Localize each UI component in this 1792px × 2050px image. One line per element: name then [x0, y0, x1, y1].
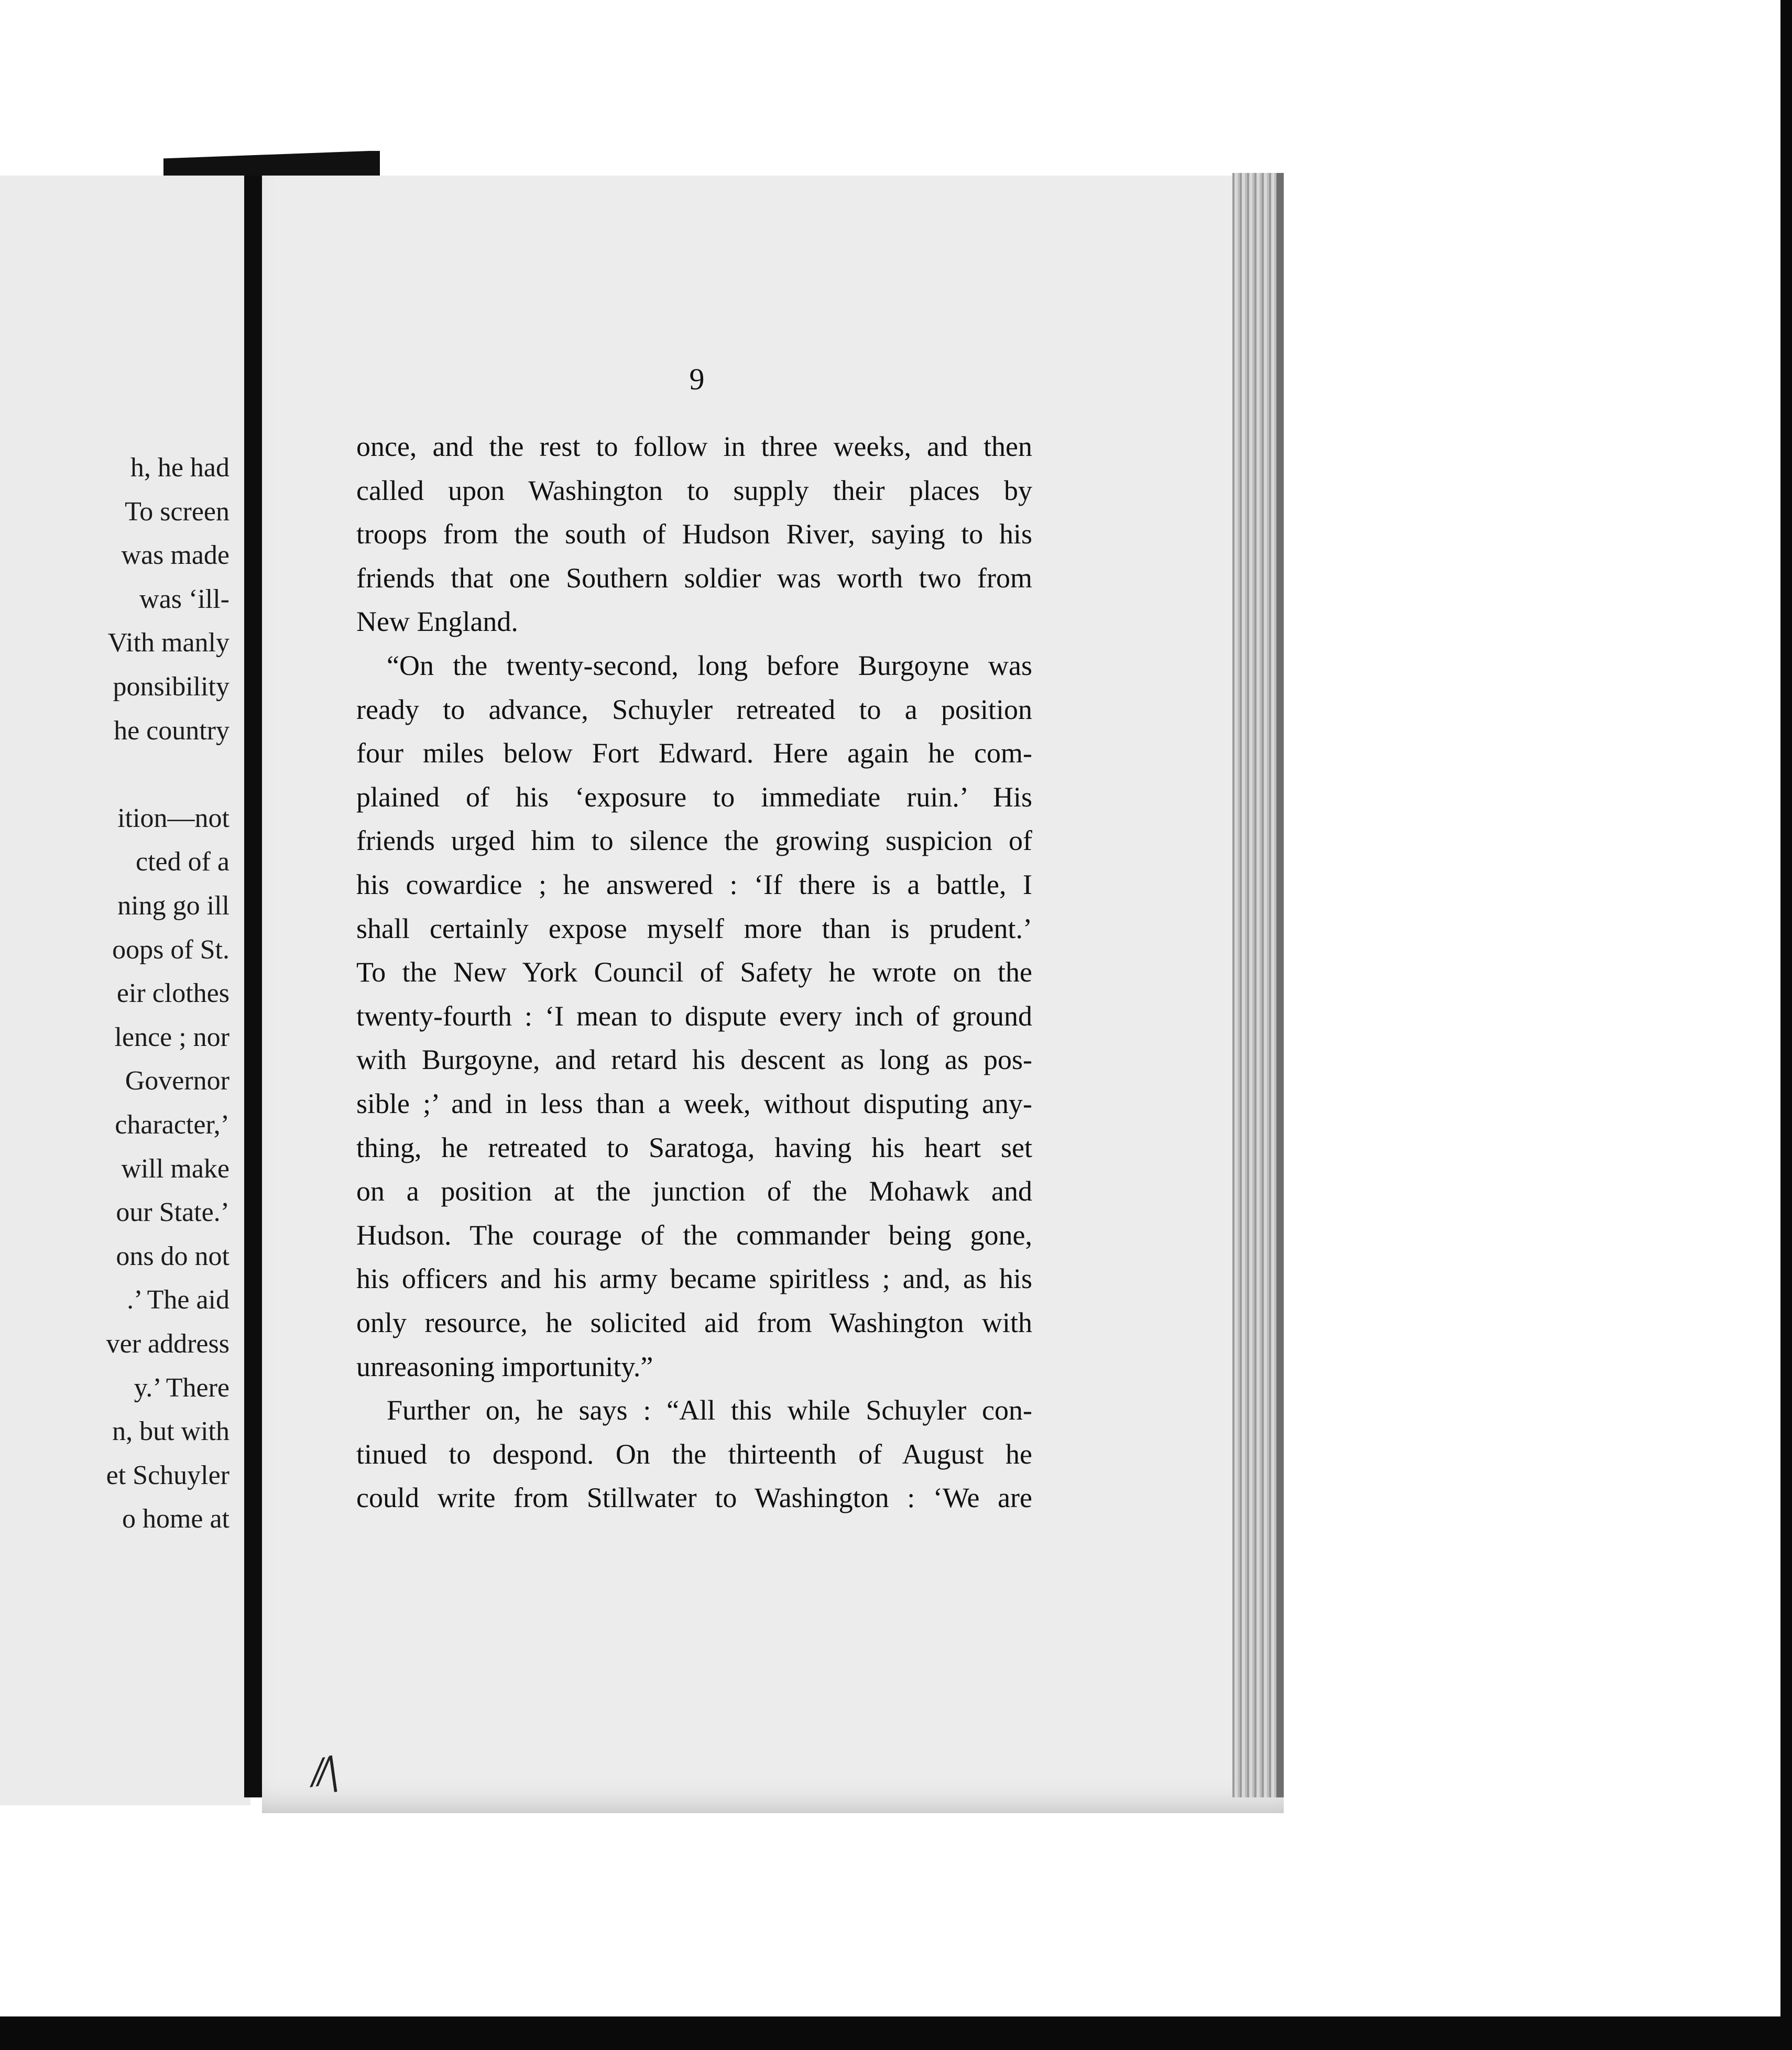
bookmark-ribbon	[163, 151, 380, 176]
left-text-line: our State.’	[116, 1197, 230, 1228]
text-line: friends urged him to silence the growing suspicion of	[356, 825, 1032, 857]
left-text-line: ver address	[106, 1329, 230, 1359]
left-text-line: Governor	[125, 1066, 230, 1096]
left-text-line: ition—not	[117, 803, 230, 833]
text-line: called upon Washington to supply their places by	[356, 474, 1032, 506]
left-text-line: ponsibility	[113, 672, 230, 702]
text-line: unreasoning importunity.”	[356, 1350, 653, 1382]
text-line: New England.	[356, 606, 518, 638]
scan-frame-right	[1780, 0, 1792, 2050]
left-text-line: character,’	[115, 1110, 230, 1140]
text-line: could write from Stillwater to Washington : ‘We are	[356, 1482, 1032, 1514]
text-line: twenty-fourth : ‘I mean to dispute every inch of ground	[356, 1000, 1032, 1032]
left-text-line: To screen	[125, 496, 230, 527]
left-text-line: he country	[114, 715, 230, 746]
text-line: four miles below Fort Edward. Here again he com-	[356, 737, 1032, 769]
text-line: tinued to despond. On the thirteenth of August he	[356, 1438, 1032, 1470]
left-text-line: o home at	[122, 1504, 230, 1534]
left-facing-page	[0, 176, 250, 1805]
text-line: To the New York Council of Safety he wrote on the	[356, 956, 1032, 988]
text-line: on a position at the junction of the Mohawk and	[356, 1175, 1032, 1207]
left-text-line: ons do not	[116, 1241, 230, 1271]
text-line: “On the twenty-second, long before Burgoyne was	[387, 650, 1032, 681]
text-line: once, and the rest to follow in three weeks, and then	[356, 431, 1032, 462]
text-line: his cowardice ; he answered : ‘If there is a battle, I	[356, 869, 1032, 900]
text-line: plained of his ‘exposure to immediate ruin.’ His	[356, 781, 1032, 813]
book-gutter	[244, 176, 263, 1797]
left-text-line: et Schuyler	[106, 1460, 230, 1490]
left-text-line: h, he had	[130, 453, 230, 483]
text-line: ready to advance, Schuyler retreated to a position	[356, 693, 1032, 725]
page-edge-shadow	[1276, 173, 1284, 1797]
text-line: shall certainly expose myself more than is prudent.’	[356, 912, 1032, 944]
text-line: his officers and his army became spiritless ; and, as his	[356, 1263, 1032, 1295]
scan-frame-bottom	[0, 2016, 1792, 2050]
text-line: thing, he retreated to Saratoga, having his heart set	[356, 1131, 1032, 1163]
left-text-line: cted of a	[135, 847, 230, 877]
left-text-line: lence ; nor	[114, 1022, 230, 1052]
text-line: friends that one Southern soldier was worth two from	[356, 562, 1032, 594]
text-line: Further on, he says : “All this while Schuyler con-	[387, 1394, 1032, 1426]
page-number: 9	[689, 362, 705, 396]
left-text-line: .’ The aid	[127, 1285, 230, 1315]
text-line: with Burgoyne, and retard his descent as long as pos-	[356, 1044, 1032, 1076]
text-line: sible ;’ and in less than a week, without disputing any-	[356, 1088, 1032, 1119]
left-text-line: eir clothes	[116, 978, 230, 1009]
left-text-line: Vith manly	[107, 628, 230, 658]
left-text-line: y.’ There	[134, 1372, 230, 1403]
pencil-mark: ⁄⁄|	[311, 1749, 342, 1795]
left-text-line: n, but with	[112, 1416, 230, 1447]
left-text-line: ning go ill	[117, 891, 230, 921]
text-line: Hudson. The courage of the commander being gone,	[356, 1219, 1032, 1251]
left-text-line: oops of St.	[112, 934, 230, 965]
left-text-line: will make	[121, 1153, 230, 1184]
text-line: only resource, he solicited aid from Washington with	[356, 1307, 1032, 1338]
left-text-line: was ‘ill-	[139, 584, 230, 614]
text-line: troops from the south of Hudson River, saying to his	[356, 518, 1032, 550]
left-text-line: was made	[121, 540, 230, 571]
